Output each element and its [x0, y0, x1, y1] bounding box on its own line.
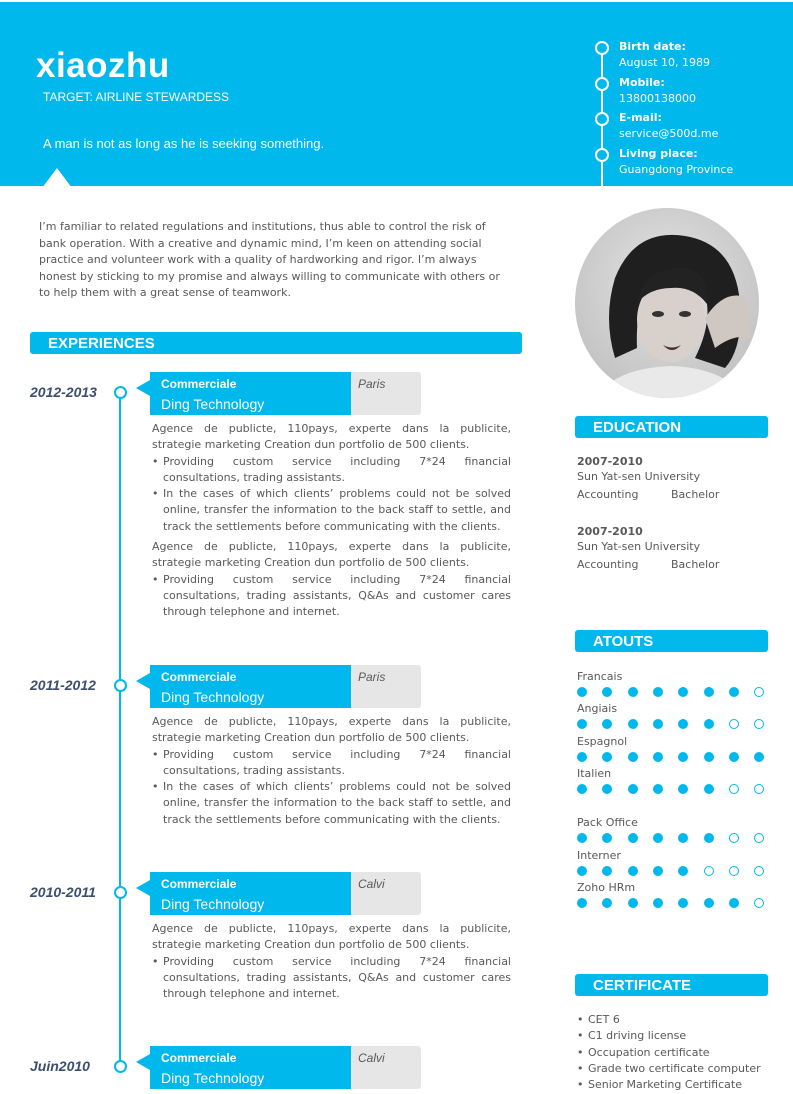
education-major: Accounting: [577, 488, 639, 501]
rating-filled-dot-icon: [704, 687, 714, 697]
resume-header: [0, 2, 793, 186]
rating-filled-dot-icon: [577, 866, 587, 876]
experience-bullet: • Providing custom service including 7*24 financial consultations, trading assistants, Q&As and customer cares through telephone and internet.: [152, 572, 511, 621]
contact-value: service@500d.me: [619, 127, 719, 140]
job-city-block: [351, 1046, 421, 1089]
rating-filled-dot-icon: [653, 784, 663, 794]
rating-filled-dot-icon: [577, 833, 587, 843]
job-company: Ding Technology: [161, 689, 265, 705]
rating-filled-dot-icon: [628, 784, 638, 794]
rating-filled-dot-icon: [678, 752, 688, 762]
skill-name: Francais: [577, 670, 623, 683]
experience-header: [150, 665, 421, 708]
experience-bullet: • Providing custom service including 7*24 financial consultations, trading assistants, Q&As and customer cares through telephone and internet.: [152, 954, 511, 1003]
arrow-left-icon: [136, 880, 150, 896]
rating-filled-dot-icon: [704, 898, 714, 908]
contact-dot-icon: [595, 112, 609, 126]
motto: A man is not as long as he is seeking something.: [43, 136, 325, 151]
profile-photo: [575, 208, 759, 398]
experience-description: [152, 714, 511, 828]
experience-header: [150, 372, 421, 415]
rating-filled-dot-icon: [704, 719, 714, 729]
portrait-image: [575, 208, 759, 398]
certificate-item: • CET 6: [577, 1012, 761, 1028]
rating-filled-dot-icon: [628, 687, 638, 697]
education-entry: [577, 525, 720, 574]
rating-filled-dot-icon: [704, 833, 714, 843]
certificate-heading: CERTIFICATE: [575, 974, 768, 996]
skill-name: Interner: [577, 849, 621, 862]
rating-filled-dot-icon: [602, 719, 612, 729]
experience-year: 2010-2011: [30, 884, 96, 900]
experience-paragraph: Agence de publicte, 110pays, experte dans la publicite, strategie marketing Creation dun portfolio de 500 clients.: [152, 922, 511, 952]
education-year: 2007-2010: [577, 525, 643, 538]
rating-empty-dot-icon: [754, 866, 764, 876]
atouts-heading: ATOUTS: [575, 630, 768, 652]
job-title-block: [150, 1046, 351, 1089]
experience-year: Juin2010: [30, 1058, 90, 1074]
job-title-block: [150, 872, 351, 915]
rating-filled-dot-icon: [678, 719, 688, 729]
rating-filled-dot-icon: [678, 784, 688, 794]
experience-bullet: • In the cases of which clients’ problems could not be solved online, transfer the information to the back staff to settle, and track the settlements before communicating with the clients.: [152, 779, 511, 828]
experience-bullet: • Providing custom service including 7*24 financial consultations, trading assistants.: [152, 454, 511, 487]
job-company: Ding Technology: [161, 396, 265, 412]
experience-header: [150, 872, 421, 915]
rating-filled-dot-icon: [653, 833, 663, 843]
job-city-block: [351, 872, 421, 915]
job-target: TARGET: AIRLINE STEWARDESS: [43, 90, 230, 104]
rating-filled-dot-icon: [754, 752, 764, 762]
rating-filled-dot-icon: [602, 866, 612, 876]
job-city: Calvi: [358, 1051, 385, 1065]
contact-dot-icon: [595, 148, 609, 162]
skill-name: Pack Office: [577, 816, 638, 829]
rating-filled-dot-icon: [704, 752, 714, 762]
timeline-dot-icon: [114, 679, 127, 692]
contact-label: Birth date:: [619, 40, 686, 53]
certificate-item: • Senior Marketing Certificate: [577, 1077, 761, 1093]
job-role: Commerciale: [161, 670, 237, 684]
timeline-dot-icon: [114, 386, 127, 399]
rating-filled-dot-icon: [577, 719, 587, 729]
rating-empty-dot-icon: [754, 687, 764, 697]
job-role: Commerciale: [161, 1051, 237, 1065]
timeline-dot-icon: [114, 886, 127, 899]
contact-label: Living place:: [619, 147, 698, 160]
rating-filled-dot-icon: [678, 866, 688, 876]
rating-filled-dot-icon: [653, 752, 663, 762]
arrow-left-icon: [136, 380, 150, 396]
rating-filled-dot-icon: [653, 866, 663, 876]
rating-filled-dot-icon: [577, 898, 587, 908]
header-notch: [42, 168, 72, 188]
rating-empty-dot-icon: [729, 719, 739, 729]
education-school: Sun Yat-sen University: [577, 540, 701, 553]
rating-filled-dot-icon: [678, 898, 688, 908]
job-city-block: [351, 665, 421, 708]
education-entry: [577, 455, 720, 504]
contact-label: Mobile:: [619, 76, 665, 89]
rating-empty-dot-icon: [754, 898, 764, 908]
experience-description: [152, 921, 511, 1002]
experience-year: 2012-2013: [30, 384, 97, 400]
education-major: Accounting: [577, 558, 639, 571]
rating-filled-dot-icon: [653, 719, 663, 729]
experience-description: [152, 421, 511, 621]
rating-filled-dot-icon: [602, 833, 612, 843]
rating-filled-dot-icon: [628, 866, 638, 876]
education-degree: Bachelor: [671, 488, 720, 501]
contact-value: Guangdong Province: [619, 163, 734, 176]
contact-value: August 10, 1989: [619, 56, 710, 69]
rating-empty-dot-icon: [729, 833, 739, 843]
skill-name: Angiais: [577, 702, 618, 715]
timeline-dot-icon: [114, 1060, 127, 1073]
rating-filled-dot-icon: [602, 784, 612, 794]
rating-filled-dot-icon: [602, 752, 612, 762]
rating-filled-dot-icon: [577, 752, 587, 762]
certificate-item: • C1 driving license: [577, 1028, 761, 1044]
self-introduction: I’m familiar to related regulations and institutions, thus able to control the risk of bank operation. With a creative and dynamic mind, I’m keen on attending social practice and volunteer work with a quality of hardworking and rigor. I’m always honest by sticking to my promise and always willing to communicate with others or to help them with a great sense of teamwork.: [39, 220, 500, 299]
rating-filled-dot-icon: [628, 719, 638, 729]
arrow-left-icon: [136, 673, 150, 689]
education-school: Sun Yat-sen University: [577, 470, 701, 483]
rating-filled-dot-icon: [729, 687, 739, 697]
rating-filled-dot-icon: [729, 752, 739, 762]
experience-year: 2011-2012: [30, 677, 96, 693]
rating-empty-dot-icon: [729, 866, 739, 876]
contact-dot-icon: [595, 41, 609, 55]
experience-paragraph: Agence de publicte, 110pays, experte dans la publicite, strategie marketing Creation dun portfolio de 500 clients.: [152, 540, 511, 570]
experience-paragraph: Agence de publicte, 110pays, experte dans la publicite, strategie marketing Creation dun portfolio de 500 clients.: [152, 715, 511, 745]
rating-filled-dot-icon: [628, 752, 638, 762]
rating-empty-dot-icon: [754, 719, 764, 729]
experiences-heading: EXPERIENCES: [30, 332, 522, 354]
experience-header: [150, 1046, 421, 1089]
skill-name: Espagnol: [577, 735, 628, 748]
job-city: Calvi: [358, 877, 385, 891]
job-company: Ding Technology: [161, 896, 265, 912]
job-title-block: [150, 372, 351, 415]
contact-value: 13800138000: [619, 92, 696, 105]
experience-bullet: • In the cases of which clients’ problems could not be solved online, transfer the information to the back staff to settle, and track the settlements before communicating with the clients.: [152, 486, 511, 535]
experience-timeline: [119, 392, 121, 1068]
rating-filled-dot-icon: [628, 898, 638, 908]
job-role: Commerciale: [161, 877, 237, 891]
rating-filled-dot-icon: [577, 687, 587, 697]
rating-filled-dot-icon: [729, 898, 739, 908]
rating-filled-dot-icon: [678, 833, 688, 843]
rating-empty-dot-icon: [704, 866, 714, 876]
job-city-block: [351, 372, 421, 415]
rating-empty-dot-icon: [754, 833, 764, 843]
rating-filled-dot-icon: [602, 687, 612, 697]
education-heading: EDUCATION: [575, 416, 768, 438]
arrow-left-icon: [136, 1054, 150, 1070]
job-title-block: [150, 665, 351, 708]
rating-filled-dot-icon: [678, 687, 688, 697]
education-year: 2007-2010: [577, 455, 643, 468]
experience-paragraph: Agence de publicte, 110pays, experte dans la publicite, strategie marketing Creation dun portfolio de 500 clients.: [152, 422, 511, 452]
job-city: Paris: [358, 377, 386, 391]
candidate-name: xiaozhu: [36, 46, 170, 85]
certificate-item: • Grade two certificate computer: [577, 1061, 761, 1077]
experience-bullet: • Providing custom service including 7*24 financial consultations, trading assistants.: [152, 747, 511, 780]
skill-name: Zoho HRm: [577, 881, 636, 894]
rating-filled-dot-icon: [704, 784, 714, 794]
rating-filled-dot-icon: [577, 784, 587, 794]
job-role: Commerciale: [161, 377, 237, 391]
certificate-list: [577, 1012, 761, 1093]
rating-filled-dot-icon: [653, 898, 663, 908]
rating-filled-dot-icon: [602, 898, 612, 908]
contact-dot-icon: [595, 77, 609, 91]
certificate-item: • Occupation certificate: [577, 1045, 761, 1061]
job-city: Paris: [358, 670, 386, 684]
job-company: Ding Technology: [161, 1070, 265, 1086]
education-degree: Bachelor: [671, 558, 720, 571]
rating-empty-dot-icon: [729, 784, 739, 794]
skill-name: Italien: [577, 767, 612, 780]
contact-label: E-mail:: [619, 111, 662, 124]
rating-empty-dot-icon: [754, 784, 764, 794]
rating-filled-dot-icon: [653, 687, 663, 697]
rating-filled-dot-icon: [628, 833, 638, 843]
